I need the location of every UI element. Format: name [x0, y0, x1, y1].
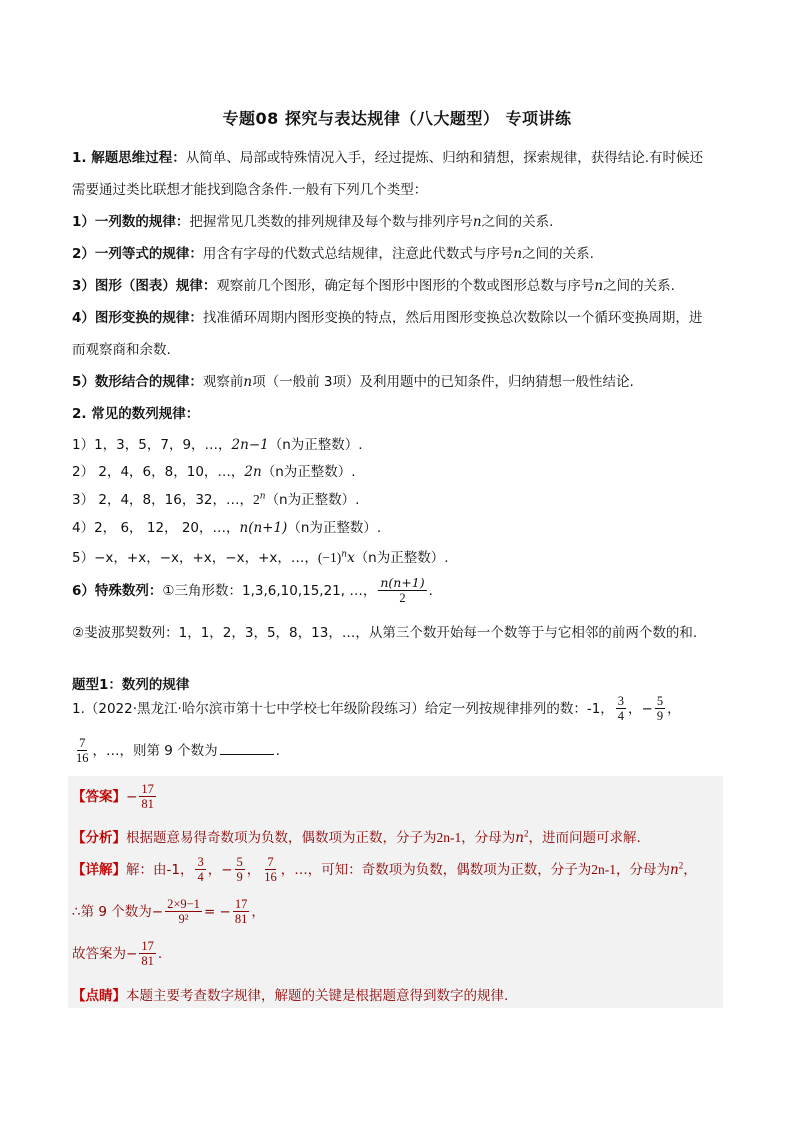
type-2-text: 用含有字母的代数式总结规律，注意此代数式与序号 [202, 246, 514, 262]
rule-7-text: ②斐波那契数列：1，1，2，3，5，8，13，…，从第三个数开始每一个数等于与它相邻的前两个数的和. [72, 625, 698, 641]
answer-sign: − [126, 788, 138, 805]
type-2-tail: 之间的关系. [522, 246, 594, 262]
type-3-tail: 之间的关系. [603, 278, 675, 294]
question-end: . [275, 742, 280, 759]
separator: ，− [207, 861, 233, 878]
fraction [655, 694, 665, 724]
rule-3-head: 3） 2，4，8，16，32，…， [72, 492, 254, 508]
question-line-2 [72, 736, 280, 766]
section-2-heading [72, 402, 199, 422]
detail-mid: ，分母为 [616, 861, 671, 878]
rule-5-expr-x: x [347, 550, 355, 566]
frac-den: 16 [76, 751, 89, 766]
frac-den: 4 [617, 709, 625, 724]
detail-expr: 2n-1 [591, 861, 617, 877]
type-4-line-b [72, 338, 171, 358]
fraction [195, 855, 205, 885]
type-4-text-b: 而观察商和余数. [72, 342, 171, 358]
analysis-tail: ，进而问题可求解. [528, 830, 641, 846]
frac-den: 81 [141, 797, 154, 812]
detail-text: 解：由-1， [126, 861, 194, 878]
final-fraction [139, 939, 156, 969]
fraction [616, 694, 626, 724]
step-line: ∴第 9 个数为− $\frac{2\times 9-1}{\text{9²}}$ = − $\frac{17}{81}$ ， [72, 897, 265, 927]
analysis-tag: 【分析】 [72, 830, 126, 846]
rule-6-end: . [428, 582, 433, 599]
frac-num: 3 [197, 855, 204, 869]
type-5-label: 5）数形结合的规律： [72, 374, 203, 390]
frac-num: 2×9−1 [167, 897, 200, 911]
analysis-expr: 2n-1 [436, 830, 462, 845]
frac-num: 7 [79, 736, 86, 750]
rule-5 [72, 546, 449, 566]
frac-num: 7 [267, 855, 274, 869]
type-3-label: 3）图形（图表）规律： [72, 278, 217, 294]
intro-line-1 [72, 146, 703, 166]
fraction [74, 736, 91, 766]
section-1-text-a: 从简单、局部或特殊情况入手，经过提炼、归纳和猜想，探索规律，获得结论.有时候还 [185, 150, 704, 166]
rule-2-expr: 2n [244, 464, 262, 480]
rule-2-head: 2） 2，4，6，8，10，…， [72, 464, 245, 480]
rule-2 [72, 460, 356, 480]
rule-1-tail: （n为正整数）. [268, 437, 363, 453]
detail-line [72, 855, 697, 885]
answer-tag: 【答案】 [72, 788, 126, 805]
question-line-1 [72, 694, 681, 724]
point-tag: 【点睛】 [72, 988, 126, 1004]
type-5-line [72, 370, 634, 390]
type-1-label: 1）一列数的规律： [72, 214, 190, 230]
detail-tail: ，…，可知：奇数项为负数，偶数项为正数，分子为 [280, 861, 592, 878]
frac-num: 17 [234, 897, 248, 911]
type-2-label: 2）一列等式的规律： [72, 246, 203, 262]
rule-4 [72, 516, 381, 536]
rule-4-tail: （n为正整数）. [287, 520, 382, 536]
rule-5-head: 5）−x，+x，−x，+x，−x，+x，…， [72, 550, 318, 566]
frac-num: 5 [656, 694, 664, 708]
var-n: n [243, 374, 253, 390]
step-end: ， [251, 903, 265, 920]
separator: ， [246, 861, 261, 878]
var-n: n [472, 214, 482, 230]
frac-den: 2 [399, 591, 406, 606]
question-tail: ，…，则第 9 个数为 [92, 742, 218, 759]
separator: ， [667, 700, 681, 717]
rule-3-expr: 2 [253, 492, 260, 507]
fraction [235, 855, 245, 885]
rule-1-expr: 2n−1 [231, 437, 269, 453]
rule-5-tail: （n为正整数）. [354, 550, 449, 566]
analysis-sup: 2 [523, 828, 529, 839]
triangular-fraction [378, 576, 426, 606]
page-title: 专题08 探究与表达规律（八大题型） 专项讲练 [222, 109, 572, 128]
type-2-line [72, 242, 594, 262]
detail-end: ， [683, 861, 697, 878]
frac-num: 5 [236, 855, 243, 869]
type-4-line [72, 306, 702, 326]
rule-7 [72, 621, 697, 641]
frac-den: 9² [178, 912, 189, 927]
rule-2-tail: （n为正整数）. [261, 464, 356, 480]
step-equals: = − [203, 903, 231, 920]
separator: ，− [628, 700, 653, 717]
rule-6 [72, 576, 433, 606]
final-line: 故答案为− $\frac{17}{81}$ . [72, 939, 163, 969]
analysis-text: 根据题意易得奇数项为负数，偶数项为正数，分子为 [126, 830, 437, 846]
type-1-line [72, 210, 553, 230]
section-1-text-b: 需要通过类比联想才能找到隐含条件.一般有下列几个类型： [72, 182, 428, 198]
rule-4-expr: n(n+1) [239, 520, 288, 536]
frac-den: 81 [141, 954, 154, 969]
rule-1 [72, 433, 363, 453]
section-1-label: 1. 解题思维过程： [72, 150, 186, 166]
frac-den: 81 [234, 912, 248, 927]
rule-3-sup: n [259, 491, 266, 502]
type-1-tail: 之间的关系. [481, 214, 554, 230]
rule-3 [72, 488, 359, 508]
type-4-text-a: 找准循环周期内图形变换的特点，然后用图形变换总次数除以一个循环变换周期，进 [202, 310, 703, 326]
frac-num: 17 [141, 782, 154, 796]
type-3-text: 观察前几个图形，确定每个图形中图形的个数或图形总数与序号 [216, 278, 595, 294]
rule-5-expr: (−1) [317, 550, 342, 565]
step-result-fraction [233, 897, 250, 927]
type-4-label: 4）图形变换的规律： [72, 310, 203, 326]
answer-fraction [139, 782, 156, 812]
detail-tag: 【详解】 [72, 861, 126, 878]
rule-4-head: 4）2， 6， 12， 20，…， [72, 520, 240, 536]
type-1-heading-text: 题型1：数列的规律 [72, 677, 190, 693]
var-n: n [594, 278, 604, 294]
intro-line-2 [72, 178, 427, 198]
analysis-line [72, 826, 641, 846]
step-text: ∴第 9 个数为 [72, 903, 152, 920]
question-text: 1.（2022·黑龙江·哈尔滨市第十七中学校七年级阶段练习）给定一列按规律排列的数：-1， [72, 700, 614, 717]
analysis-mid: ，分母为 [461, 830, 516, 846]
type-1-heading [72, 673, 189, 693]
answer-blank[interactable] [220, 742, 274, 755]
frac-den: 9 [236, 870, 243, 885]
rule-6-label: 6）特殊数列： [72, 582, 163, 599]
type-1-text: 把握常见几类数的排列规律及每个数与排列序号 [189, 214, 473, 230]
type-5-text: 项（一般前 3项）及利用题中的已知条件，归纳猜想一般性结论. [252, 374, 634, 390]
fraction [262, 855, 279, 885]
type-5-pre: 观察前 [202, 374, 244, 390]
point-text: 本题主要考查数字规律，解题的关键是根据题意得到数字的规律. [126, 988, 509, 1004]
final-end: . [157, 945, 163, 962]
frac-num: 3 [617, 694, 625, 708]
point-line [72, 984, 508, 1004]
type-3-line [72, 274, 675, 294]
rule-3-tail: （n为正整数）. [265, 492, 360, 508]
answer-line [72, 782, 158, 812]
frac-den: 16 [264, 870, 277, 885]
frac-num: 17 [141, 939, 154, 953]
final-text: 故答案为 [72, 945, 126, 962]
step-fraction [165, 897, 202, 927]
frac-num: n(n+1) [380, 575, 425, 590]
solution-box [68, 776, 723, 1008]
detail-sup: 2 [678, 860, 684, 871]
frac-den: 4 [197, 870, 204, 885]
detail-expr-n: n [670, 861, 679, 878]
var-n: n [513, 246, 523, 262]
section-2-label: 2. 常见的数列规律： [72, 406, 200, 422]
frac-den: 9 [656, 709, 664, 724]
rule-5-sup: n [341, 549, 348, 560]
rule-1-head: 1）1，3，5，7，9，…， [72, 437, 232, 453]
analysis-expr-n: n [515, 830, 524, 846]
rule-6-text: ①三角形数：1,3,6,10,15,21, …， [162, 582, 377, 599]
